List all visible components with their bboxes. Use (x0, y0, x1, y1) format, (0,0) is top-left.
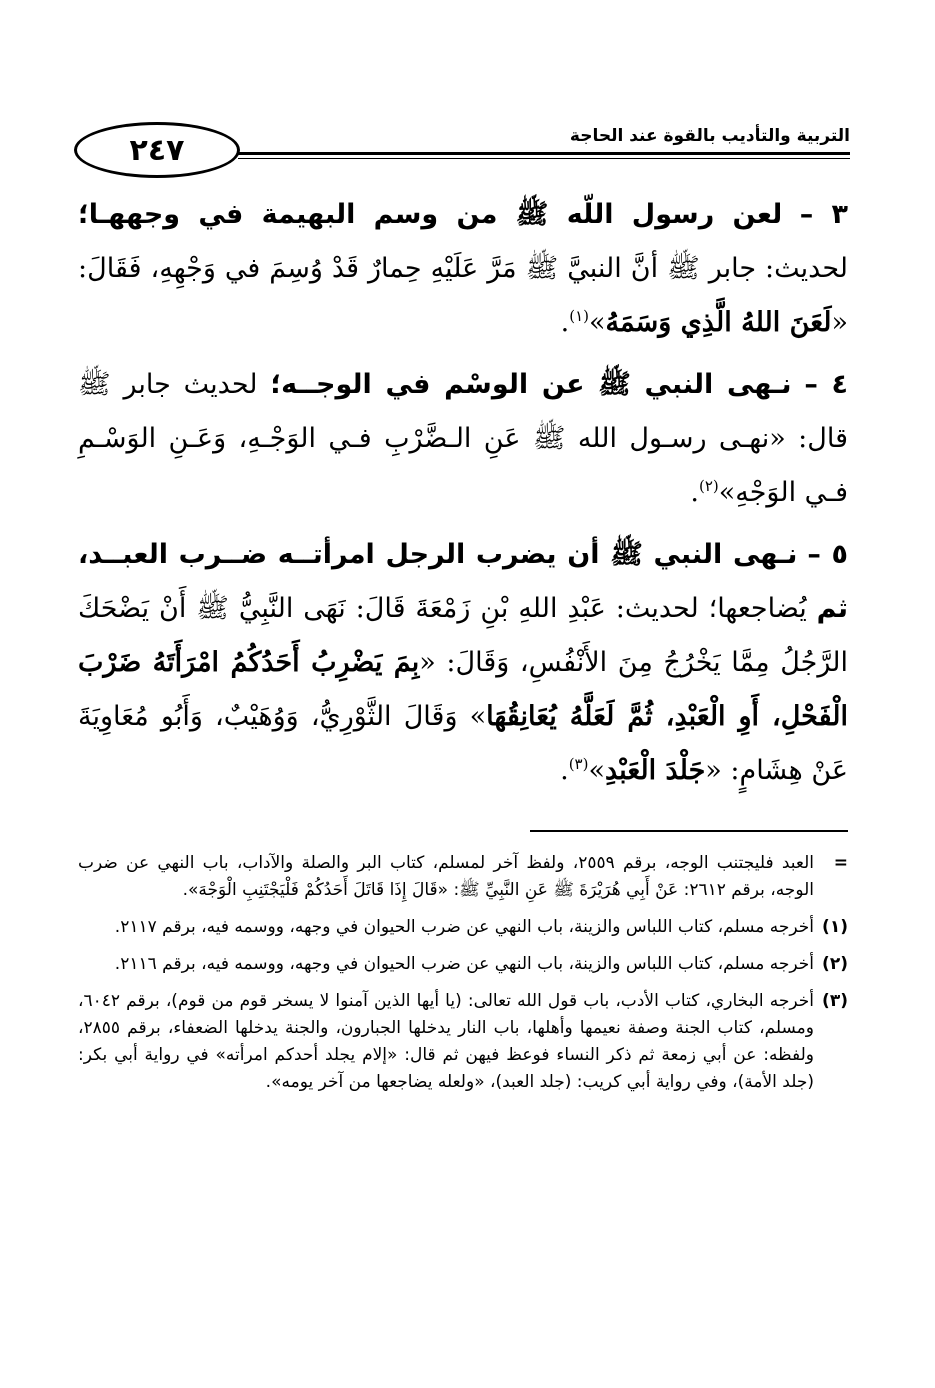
footnote-mark: = (833, 853, 848, 873)
section-number: ٤ – (804, 369, 848, 400)
section-heading: نـهى النبي ﷺ أن يضرب الرجل امرأتــه ضــرب العبــد، ثم (78, 539, 848, 624)
footnote-mark: (٢) (822, 954, 848, 974)
section-text: جابر ﷺ أنَّ النبيَّ ﷺ مَرَّ عَلَيْهِ حِمارٌ قَدْ وُسِمَ في وَجْهِهِ، فَقَالَ: « (78, 253, 848, 338)
footnote-continued (78, 850, 848, 904)
section-5 (78, 528, 848, 798)
hadith-quote: لَعَنَ اللهُ الَّذِي وَسَمَهُ (605, 307, 832, 338)
page-number: ٢٤٧ (74, 122, 240, 178)
period: . (560, 307, 570, 338)
footnote-1 (78, 914, 848, 941)
footnote-2 (78, 951, 848, 978)
section-text: » وَقَالَ الثَّوْرِيُّ، وَوُهَيْبٌ، وَأَبُو مُعَاوِيَةَ عَنْ هِشَامٍ: « (78, 701, 848, 786)
hadith-quote-2: جَلْدَ الْعَبْدِ (605, 755, 706, 786)
header-rule-thin (238, 158, 850, 159)
section-heading: لعن رسول اللّه ﷺ من وسم البهيمة في وجههـا؛ (78, 199, 783, 230)
footnote-text: أخرجه مسلم، كتاب اللباس والزينة، باب النهي عن ضرب الحيوان في وجهه، ووسمه فيه، برقم ٢١١٦. (114, 954, 814, 974)
footnote-mark: (٣) (822, 991, 848, 1011)
header-rule (238, 152, 850, 155)
section-number: ٥ – (807, 539, 848, 570)
section-3 (78, 188, 848, 350)
footnote-text: أخرجه مسلم، كتاب اللباس والزينة، باب النهي عن ضرب الحيوان في وجهه، ووسمه فيه، برقم ٢١١٧. (114, 917, 814, 937)
period: . (560, 755, 569, 786)
footnote-ref: (٢) (698, 477, 719, 495)
hadith-quote: بِمَ يَضْرِبُ أَحَدُكُمُ امْرَأَتَهُ ضَرْبَ الْفَحْلِ، أَوِ الْعَبْدِ، ثُمَّ لَعَلَّهُ يُعَانِقُهَا (78, 647, 848, 732)
running-title: التربية والتأديب بالقوة عند الحاجة (569, 126, 850, 146)
section-intro: لحديث: (765, 253, 848, 284)
main-text (78, 188, 848, 806)
section-text: «نهـى رسـول الله ﷺ عَنِ الـضَّرْبِ فـي الوَجْـهِ، وَعَـنِ الوَسْـمِ فـي الوَجْهِ» (78, 423, 848, 508)
section-intro: يُضاجعها؛ لحديث: عَبْدِ اللهِ بْنِ زَمْعَةَ قَالَ: نَهَى النَّبِيُّ ﷺ أَنْ يَضْحَكَ الرَّجُلُ مِمَّا يَخْرُجُ مِنَ الأَنْفُسِ، وَقَالَ: « (78, 593, 848, 678)
footnote-3 (78, 988, 848, 1096)
footnote-separator (530, 830, 848, 832)
footnote-text: أخرجه البخاري، كتاب الأدب، باب قول الله تعالى: (يا أيها الذين آمنوا لا يسخر قوم من قوم)، برقم ٦٠٤٢، ومسلم، كتاب الجنة وصفة نعيمها وأهلها، باب النار يدخلها الجبارون، والجنة يدخلها الضعفاء، برقم ٢٨٥٥، ولفظه: عن أبي زمعة ثم ذكر النساء فوعظ فيهن ثم قال: «إلام يجلد أحدكم امرأته» في رواية أبي بكر: (جلد الأمة)، وفي رواية أبي كريب: (جلد العبد)، «ولعله يضاجعها من آخر يومه». (78, 991, 814, 1092)
section-number: ٣ – (799, 199, 848, 230)
section-intro: لحديث جابر ﷺ قال: (78, 369, 848, 454)
period: . (690, 477, 699, 508)
footnote-mark: (١) (822, 917, 848, 937)
footnote-ref: (١) (569, 307, 589, 325)
quote-close: » (589, 307, 606, 338)
page-header (70, 118, 850, 180)
footnote-text: العبد فليجتنب الوجه، برقم ٢٥٥٩، ولفظ آخر لمسلم، كتاب البر والصلة والآداب، باب النهي عن ضرب الوجه، برقم ٢٦١٢: عَنْ أَبِي هُرَيْرَةَ ﷺ عَنِ النَّبِيِّ ﷺ: «قَالَ إِذَا قَاتَلَ أَحَدُكُمْ فَلْيَجْتَنِبِ الْوَجْهَ». (78, 853, 815, 900)
section-heading: نـهى النبي ﷺ عن الوسْم في الوجــه؛ (270, 369, 792, 400)
footnote-ref: (٣) (568, 755, 589, 773)
footnotes (78, 850, 848, 1106)
quote-close: » (588, 755, 605, 786)
section-4 (78, 358, 848, 520)
